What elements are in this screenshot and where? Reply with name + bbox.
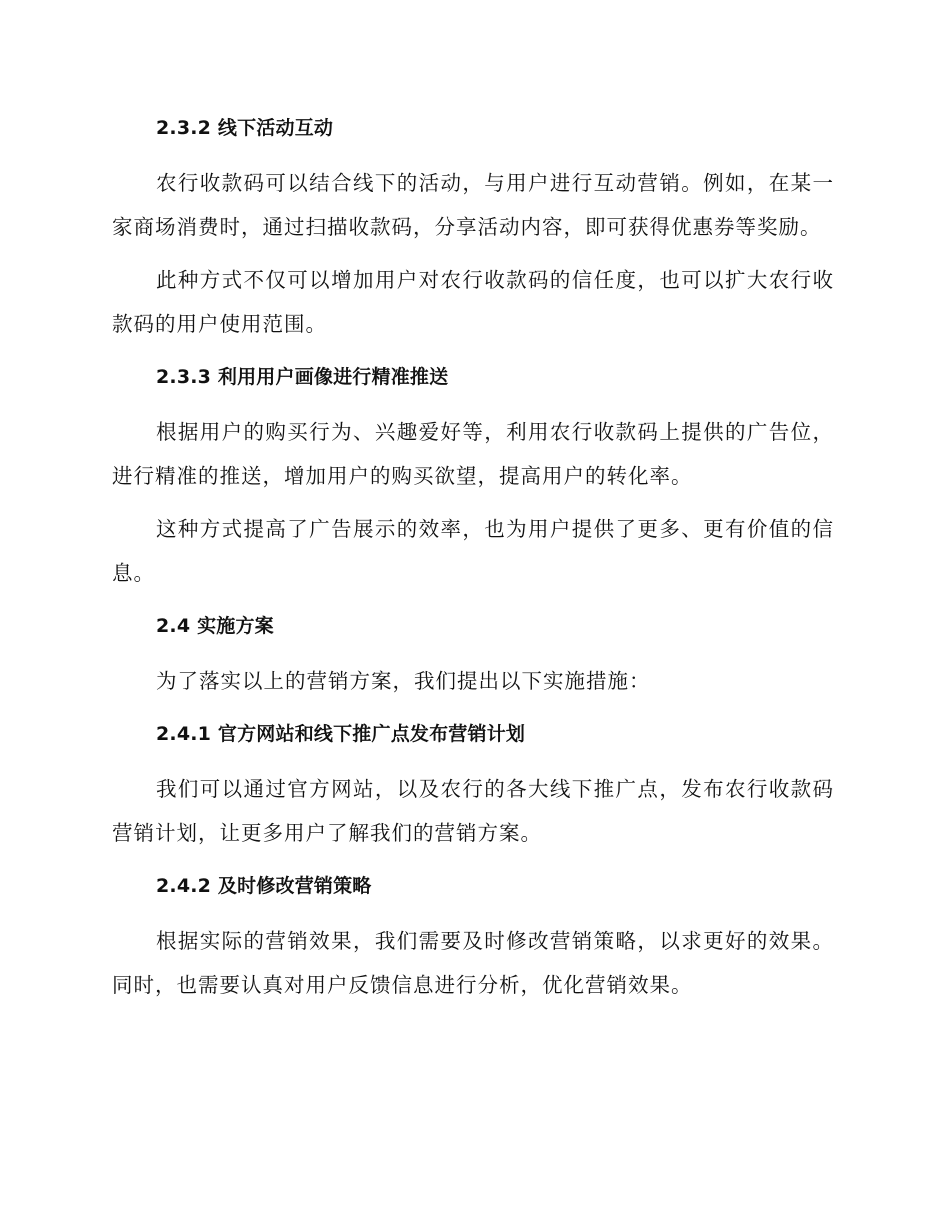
paragraph: 此种方式不仅可以增加用户对农行收款码的信任度，也可以扩大农行收款码的用户使用范围。 (112, 268, 834, 336)
paragraph: 根据用户的购买行为、兴趣爱好等，利用农行收款码上提供的广告位，进行精准的推送，增加用户的购买欲望，提高用户的转化率。 (112, 420, 834, 488)
paragraph: 我们可以通过官方网站，以及农行的各大线下推广点，发布农行收款码营销计划，让更多用户了解我们的营销方案。 (112, 777, 834, 845)
paragraph: 为了落实以上的营销方案，我们提出以下实施措施： (156, 669, 651, 693)
section-heading-2-3-2: 2.3.2 线下活动互动 (156, 117, 334, 139)
paragraph: 根据实际的营销效果，我们需要及时修改营销策略，以求更好的效果。同时，也需要认真对用户反馈信息进行分析，优化营销效果。 (112, 929, 834, 997)
section-heading-2-4-2: 2.4.2 及时修改营销策略 (156, 875, 372, 897)
paragraph: 农行收款码可以结合线下的活动，与用户进行互动营销。例如，在某一家商场消费时，通过扫描收款码，分享活动内容，即可获得优惠券等奖励。 (112, 171, 834, 239)
section-heading-2-4: 2.4 实施方案 (156, 615, 274, 637)
paragraph: 这种方式提高了广告展示的效率，也为用户提供了更多、更有价值的信息。 (112, 517, 834, 585)
section-heading-2-4-1: 2.4.1 官方网站和线下推广点发布营销计划 (156, 723, 526, 745)
section-heading-2-3-3: 2.3.3 利用用户画像进行精准推送 (156, 366, 449, 388)
